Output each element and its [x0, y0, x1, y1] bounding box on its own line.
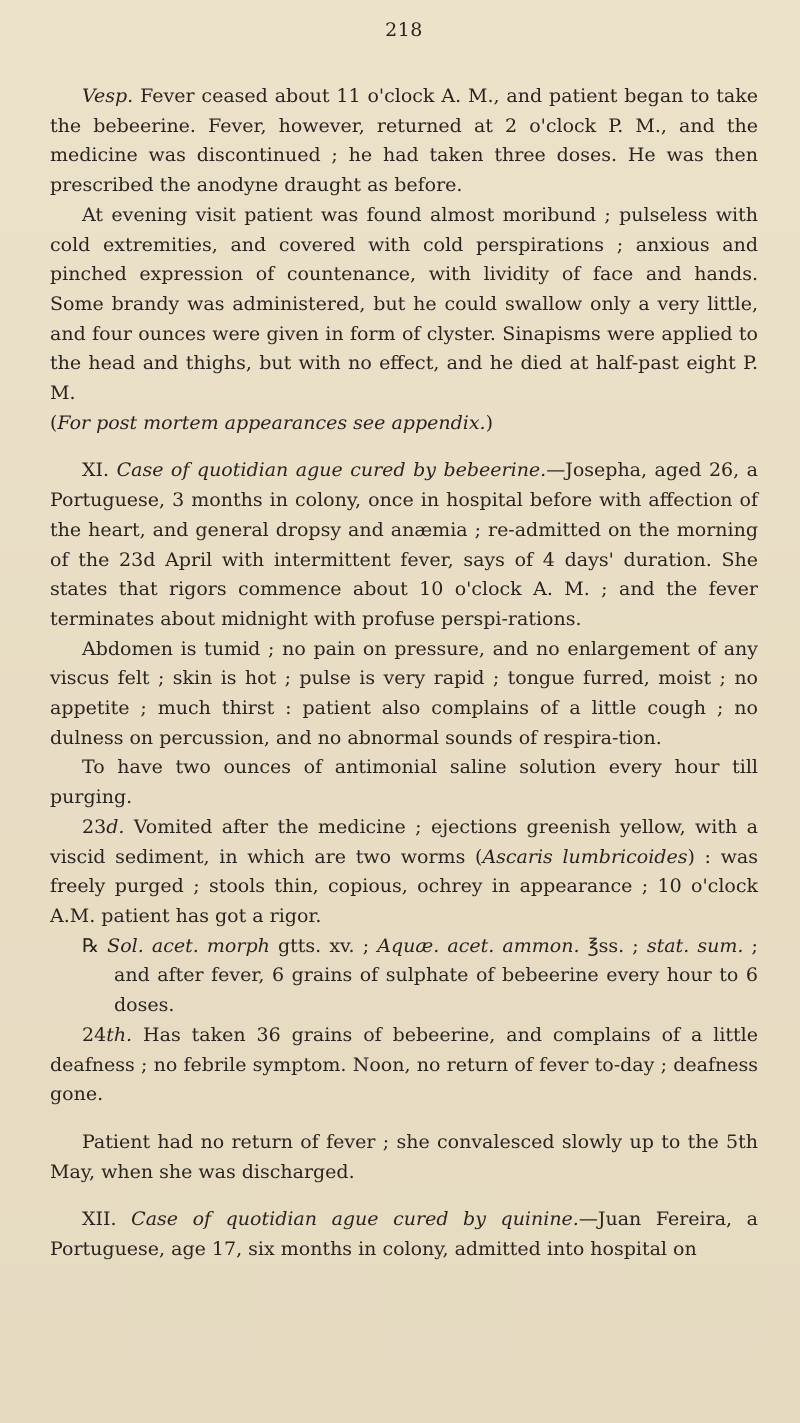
page-number: 218	[385, 19, 423, 41]
text-span: th.	[106, 1023, 133, 1046]
text-span: Ascaris lumbricoides	[482, 845, 688, 868]
text-span: ) : was freely purged ; stools thin, copious, ochrey in appearance ; 10 o'clock A.M. patient has got a rigor.	[50, 845, 758, 927]
text-span: 24	[82, 1023, 107, 1046]
text-span: 23	[82, 815, 107, 838]
text-span: Case of quotidian ague cured by quinine.	[131, 1208, 579, 1231]
text-span: (	[50, 411, 58, 434]
text-span: ; and after fever, 6 grains of sulphate of bebeerine every hour to 6 doses.	[114, 934, 758, 1017]
text-span: XI.	[82, 459, 117, 482]
text-span: To have two ounces of antimonial saline solution every hour till purging.	[50, 756, 758, 809]
text-span: Aquæ. acet. ammon.	[377, 934, 580, 957]
text-span: Patient had no return of fever ; she convalesced slowly up to the 5th May, when she was discharged.	[50, 1130, 758, 1183]
case-xi-heading	[50, 456, 758, 634]
text-span: For post mortem appearances see appendix.	[57, 411, 486, 434]
paragraph-appendix-note	[50, 409, 758, 439]
paragraph-24th	[50, 1021, 758, 1110]
text-span: stat. sum.	[646, 934, 744, 957]
text-span: Has taken 36 grains of bebeerine, and complains of a little deafness ; no febrile symptom. Noon, no return of fever to-day ; deafness gone.	[50, 1023, 758, 1106]
paragraph-treatment	[50, 753, 758, 812]
paragraph-evening-visit	[50, 201, 758, 409]
recipe-symbol: ℞	[82, 934, 108, 957]
paragraph-vesp	[50, 82, 758, 201]
text-span: Sol. acet. morph	[107, 934, 270, 957]
text-span: Vesp.	[82, 85, 134, 107]
text-span: ℥ss. ;	[579, 934, 647, 957]
paragraph-23d	[50, 813, 758, 932]
text-span: At evening visit patient was found almost moribund ; pulseless with cold extremities, and covered with cold perspirations ; anxious and pinched expression of countenance, with lividity of face and hands. Some brandy was administered, but he could swallow only a very little, and four ounces were given in form of clyster. Sinapisms were applied to the head and thighs, but with no effect, and he died at half-past eight P. M.	[50, 203, 758, 405]
text-span: Case of quotidian ague cured by bebeerine.	[116, 459, 547, 482]
paragraph-abdomen	[50, 635, 758, 754]
text-span: Fever ceased about 11 o'clock A. M., and patient began to take the bebeerine. Fever, however, returned at 2 o'clock P. M., and the medicine was discontinued ; he had taken three doses. He was then prescribed the anodyne draught as before.	[50, 85, 758, 197]
text-span: d.	[106, 815, 125, 838]
paragraph-discharged	[50, 1128, 758, 1187]
text-span: —Josepha, aged 26, a Portuguese, 3 months in colony, once in hospital before with affection of the heart, and general dropsy and anæmia ; re-admitted on the morning of the 23d April with intermittent fever, says of 4 days' duration. She states that rigors commence about 10 o'clock A. M. ; and the fever terminates about midnight with profuse perspi-rations.	[50, 459, 758, 630]
text-span: XII.	[82, 1208, 132, 1231]
body-text	[50, 82, 758, 1265]
text-span: Vomited after the medicine ; ejections greenish yellow, with a viscid sediment, in which are two worms (	[50, 815, 758, 868]
text-span: gtts. xv. ;	[269, 934, 378, 957]
text-span: )	[485, 411, 494, 434]
case-xii-heading	[50, 1205, 758, 1264]
text-span: —Juan Fereira, a Portuguese, age 17, six months in colony, admitted into hospital on	[50, 1208, 758, 1261]
prescription-recipe	[50, 932, 758, 1021]
text-span: Abdomen is tumid ; no pain on pressure, and no enlargement of any viscus felt ; skin is hot ; pulse is very rapid ; tongue furred, moist ; no appetite ; much thirst : patient also complains of a little cough ; no dulness on percussion, and no abnormal sounds of respira-tion.	[50, 637, 758, 749]
